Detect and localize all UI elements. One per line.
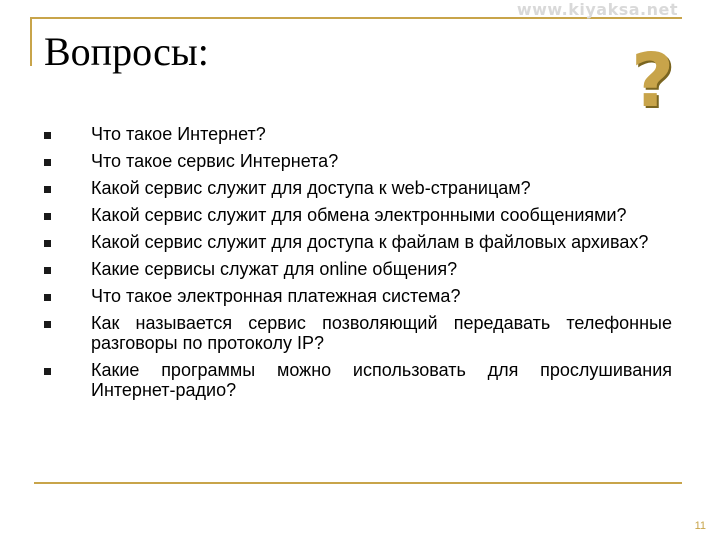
bottom-divider xyxy=(34,482,682,484)
square-bullet-icon xyxy=(44,267,51,274)
question-text: Какой сервис служит для обмена электронными сообщениями? xyxy=(91,205,627,225)
question-text: Что такое электронная платежная система? xyxy=(91,286,461,306)
list-item xyxy=(44,360,672,400)
question-text: Какой сервис служит для доступа к web-страницам? xyxy=(91,178,531,198)
list-item xyxy=(44,151,672,171)
list-item xyxy=(44,286,672,306)
list-item xyxy=(44,178,672,198)
list-item xyxy=(44,232,672,252)
page-title: Вопросы: xyxy=(44,29,209,74)
square-bullet-icon xyxy=(44,213,51,220)
question-text: Какие программы можно использовать для прослушивания Интернет-радио? xyxy=(91,360,672,400)
square-bullet-icon xyxy=(44,159,51,166)
question-text: Что такое Интернет? xyxy=(91,124,266,144)
question-text: Как называется сервис позволяющий передавать телефонные разговоры по протоколу IP? xyxy=(91,313,672,353)
square-bullet-icon xyxy=(44,240,51,247)
square-bullet-icon xyxy=(44,368,51,375)
watermark: www.kiyaksa.net xyxy=(516,0,678,19)
square-bullet-icon xyxy=(44,294,51,301)
list-item xyxy=(44,313,672,353)
question-text: Какой сервис служит для доступа к файлам в файловых архивах? xyxy=(91,232,649,252)
frame-left-line xyxy=(30,17,32,66)
square-bullet-icon xyxy=(44,186,51,193)
list-item xyxy=(44,124,672,144)
question-text: Какие сервисы служат для online общения? xyxy=(91,259,458,279)
square-bullet-icon xyxy=(44,321,51,328)
list-item xyxy=(44,205,672,225)
question-mark-icon: ? xyxy=(631,38,674,124)
question-list xyxy=(44,124,672,407)
list-item xyxy=(44,259,672,279)
question-text: Что такое сервис Интернета? xyxy=(91,151,339,171)
square-bullet-icon xyxy=(44,132,51,139)
page-number: 11 xyxy=(694,520,706,532)
